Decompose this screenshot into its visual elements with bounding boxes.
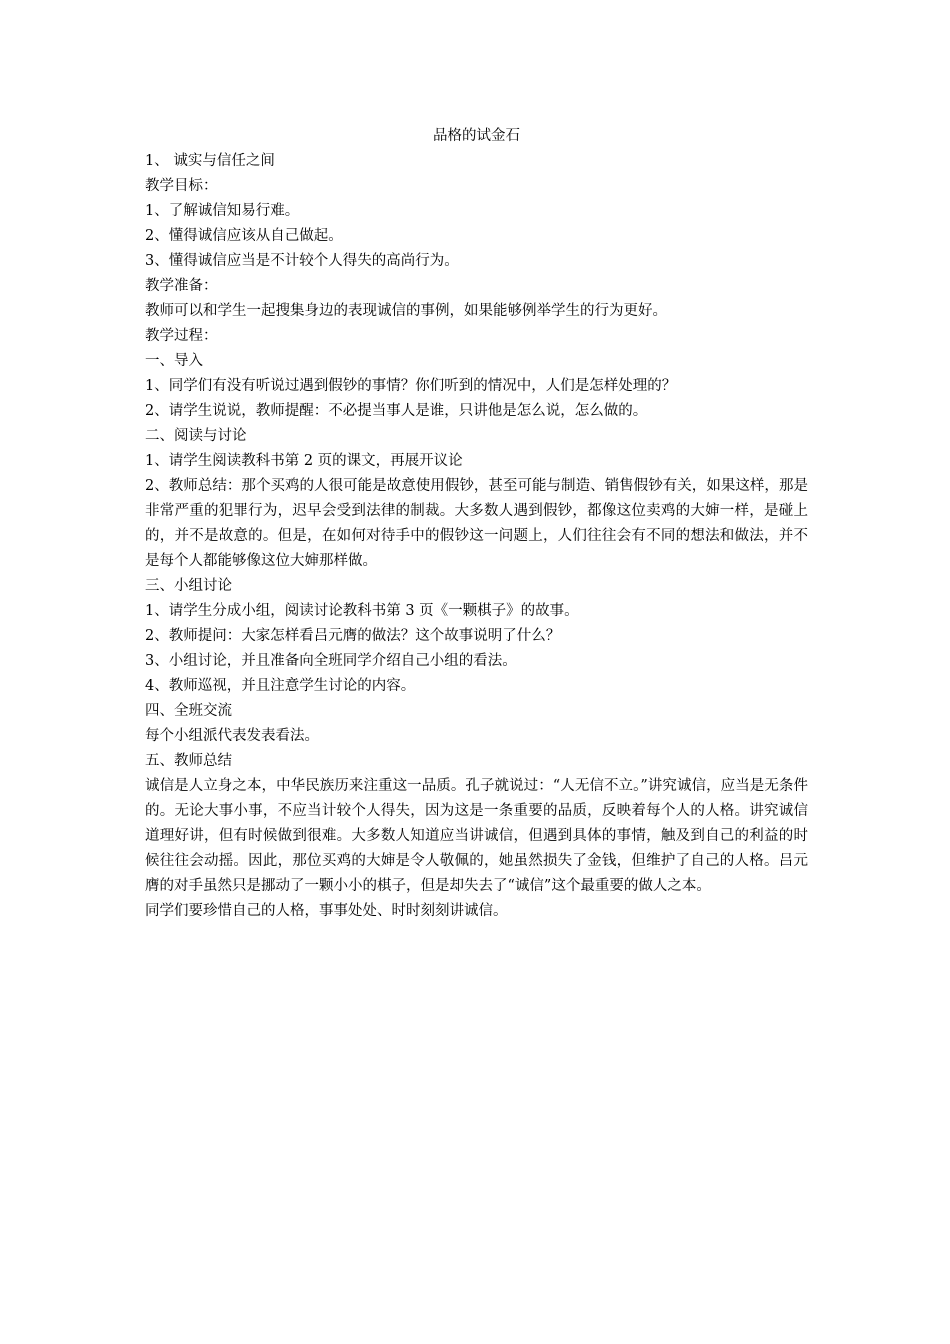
- body-line: 1、同学们有没有听说过遇到假钞的事情？你们听到的情况中，人们是怎样处理的？: [145, 378, 677, 394]
- body-line: 2、请学生说说，教师提醒：不必提当事人是谁，只讲他是怎么说，怎么做的。: [145, 403, 648, 419]
- body-line: 二、阅读与讨论: [145, 428, 247, 444]
- body-line: 三、小组讨论: [145, 578, 232, 594]
- body-line: 3、小组讨论，并且准备向全班同学介绍自己小组的看法。: [145, 653, 517, 669]
- body-line: 教学准备：: [145, 278, 218, 294]
- body-line: 2、教师提问：大家怎样看吕元膺的做法？这个故事说明了什么？: [145, 628, 561, 644]
- body-line: 四、全班交流: [145, 703, 232, 719]
- body-line: 1、请学生分成小组，阅读讨论教科书第 3 页《一颗棋子》的故事。: [145, 603, 579, 619]
- body-line: 五、教师总结: [145, 753, 232, 769]
- body-line: 2、懂得诚信应该从自己做起。: [145, 228, 343, 244]
- document-page: [145, 124, 808, 924]
- body-line: 教师可以和学生一起搜集身边的表现诚信的事例，如果能够例举学生的行为更好。: [145, 303, 667, 319]
- body-line: 1、 诚实与信任之间: [145, 153, 275, 169]
- body-paragraph: 2、教师总结：那个买鸡的人很可能是故意使用假钞，甚至可能与制造、销售假钞有关，如果这样，那是非常严重的犯罪行为，迟早会受到法律的制裁。大多数人遇到假钞，都像这位卖鸡的大婶一样，是碰上的，并不是故意的。但是，在如何对待手中的假钞这一问题上，人们往往会有不同的想法和做法，并不是每个人都能够像这位大婶那样做。: [145, 478, 808, 569]
- body-line: 同学们要珍惜自己的人格，事事处处、时时刻刻讲诚信。: [145, 903, 508, 919]
- body-line: 一、导入: [145, 353, 203, 369]
- document-title: 品格的试金石: [433, 128, 520, 144]
- body-line: 教学过程：: [145, 328, 218, 344]
- body-line: 1、了解诚信知易行难。: [145, 203, 300, 219]
- body-line: 4、教师巡视，并且注意学生讨论的内容。: [145, 678, 416, 694]
- body-line: 1、请学生阅读教科书第 2 页的课文，再展开议论: [145, 453, 463, 469]
- body-paragraph: 诚信是人立身之本，中华民族历来注重这一品质。孔子就说过：“人无信不立。”讲究诚信，应当是无条件的。无论大事小事，不应当计较个人得失，因为这是一条重要的品质，反映着每个人的人格。讲究诚信道理好讲，但有时候做到很难。大多数人知道应当讲诚信，但遇到具体的事情，触及到自己的利益的时候往往会动摇。因此，那位买鸡的大婶是令人敬佩的，她虽然损失了金钱，但维护了自己的人格。吕元膺的对手虽然只是挪动了一颗小小的棋子，但是却失去了“诚信”这个最重要的做人之本。: [145, 778, 808, 894]
- body-line: 3、懂得诚信应当是不计较个人得失的高尚行为。: [145, 253, 459, 269]
- document-body: [145, 149, 808, 924]
- body-line: 每个小组派代表发表看法。: [145, 728, 319, 744]
- body-line: 教学目标：: [145, 178, 218, 194]
